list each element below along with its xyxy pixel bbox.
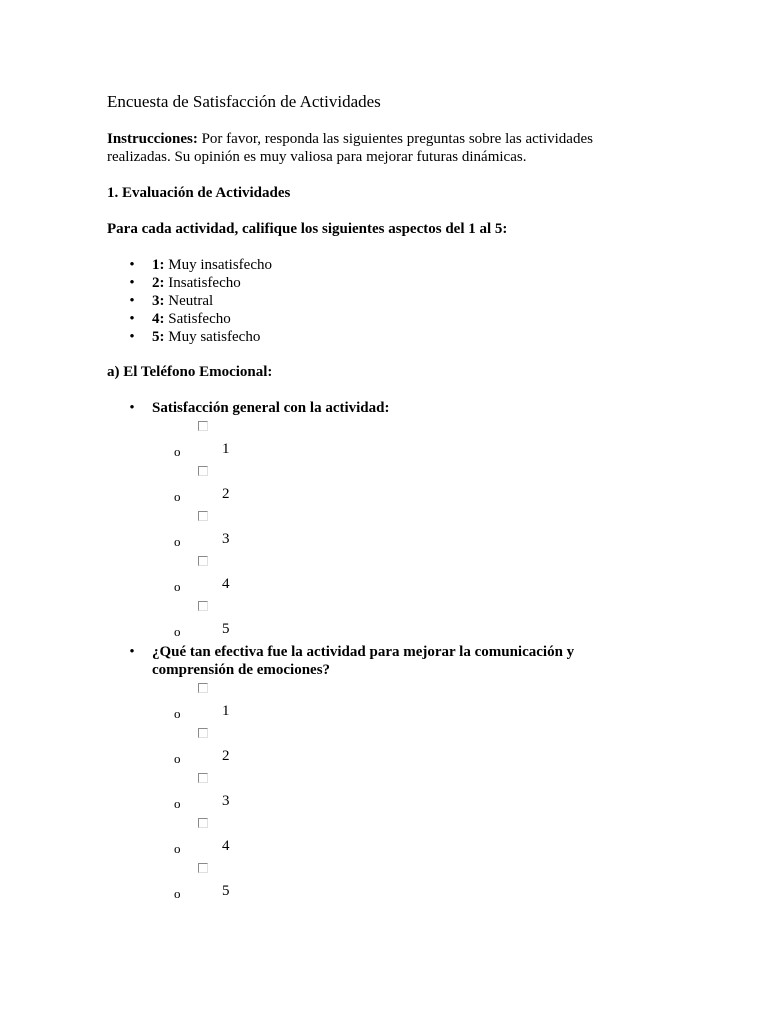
option-label: 5 — [222, 621, 230, 637]
scale-key: 3: — [152, 293, 165, 309]
scale-item — [107, 274, 272, 292]
rating-option[interactable] — [107, 773, 307, 818]
checkbox[interactable] — [198, 728, 208, 738]
scale-description: Satisfecho — [164, 311, 231, 327]
question-general-satisfaction — [107, 399, 627, 639]
bullet-icon: • — [129, 257, 135, 273]
bullet-icon: • — [129, 293, 135, 309]
page-title: Encuesta de Satisfacción de Actividades — [107, 92, 381, 111]
scale-description: Muy insatisfecho — [164, 257, 272, 273]
instructions-text: Por favor, responda las siguientes preguntas sobre las actividades realizadas. Su opinión es muy valiosa para mejorar futuras dinámicas. — [107, 131, 593, 165]
scale-key: 2: — [152, 275, 165, 291]
option-label: 3 — [222, 531, 230, 547]
checkbox[interactable] — [198, 773, 208, 783]
scale-description: Muy satisfecho — [164, 329, 261, 345]
rating-scale-list — [107, 256, 272, 346]
bullet-icon: • — [129, 275, 135, 291]
sub-bullet-icon: o — [174, 624, 181, 639]
checkbox[interactable] — [198, 818, 208, 828]
sub-bullet-icon: o — [174, 534, 181, 549]
option-label: 1 — [222, 703, 230, 719]
sub-bullet-icon: o — [174, 751, 181, 766]
sub-bullet-icon: o — [174, 886, 181, 901]
sub-bullet-icon: o — [174, 796, 181, 811]
checkbox[interactable] — [198, 601, 208, 611]
bullet-icon: • — [129, 329, 135, 345]
sub-bullet-icon: o — [174, 444, 181, 459]
rating-option[interactable] — [107, 863, 307, 908]
option-label: 2 — [222, 486, 230, 502]
option-label: 3 — [222, 793, 230, 809]
checkbox[interactable] — [198, 511, 208, 521]
option-label: 4 — [222, 576, 230, 592]
question-text: Satisfacción general con la actividad: — [152, 400, 390, 416]
checkbox[interactable] — [198, 863, 208, 873]
option-label: 4 — [222, 838, 230, 854]
scale-intro: Para cada actividad, califique los siguientes aspectos del 1 al 5: — [107, 221, 508, 237]
rating-option[interactable] — [107, 421, 307, 466]
instructions-paragraph — [107, 130, 627, 166]
rating-option[interactable] — [107, 511, 307, 556]
sub-bullet-icon: o — [174, 841, 181, 856]
scale-item — [107, 328, 272, 346]
scale-key: 4: — [152, 311, 165, 327]
rating-option[interactable] — [107, 556, 307, 601]
rating-option[interactable] — [107, 601, 307, 646]
scale-item — [107, 310, 272, 328]
rating-option[interactable] — [107, 683, 307, 728]
section-heading: 1. Evaluación de Actividades — [107, 185, 291, 201]
option-label: 2 — [222, 748, 230, 764]
checkbox[interactable] — [198, 683, 208, 693]
question-communication-effectiveness — [107, 643, 627, 901]
option-label: 5 — [222, 883, 230, 899]
question-text: ¿Qué tan efectiva fue la actividad para mejorar la comunicación y comprensión de emociones? — [152, 644, 575, 678]
instructions-label: Instrucciones: — [107, 131, 198, 147]
checkbox[interactable] — [198, 556, 208, 566]
rating-option[interactable] — [107, 728, 307, 773]
checkbox[interactable] — [198, 466, 208, 476]
bullet-icon: • — [129, 311, 135, 327]
scale-key: 5: — [152, 329, 165, 345]
scale-item — [107, 292, 272, 310]
bullet-icon: • — [129, 644, 135, 660]
sub-bullet-icon: o — [174, 489, 181, 504]
option-label: 1 — [222, 441, 230, 457]
scale-description: Insatisfecho — [164, 275, 241, 291]
scale-description: Neutral — [164, 293, 214, 309]
sub-bullet-icon: o — [174, 579, 181, 594]
scale-key: 1: — [152, 257, 165, 273]
activity-heading: a) El Teléfono Emocional: — [107, 364, 273, 380]
rating-option[interactable] — [107, 818, 307, 863]
sub-bullet-icon: o — [174, 706, 181, 721]
rating-option[interactable] — [107, 466, 307, 511]
scale-item — [107, 256, 272, 274]
checkbox[interactable] — [198, 421, 208, 431]
bullet-icon: • — [129, 400, 135, 416]
